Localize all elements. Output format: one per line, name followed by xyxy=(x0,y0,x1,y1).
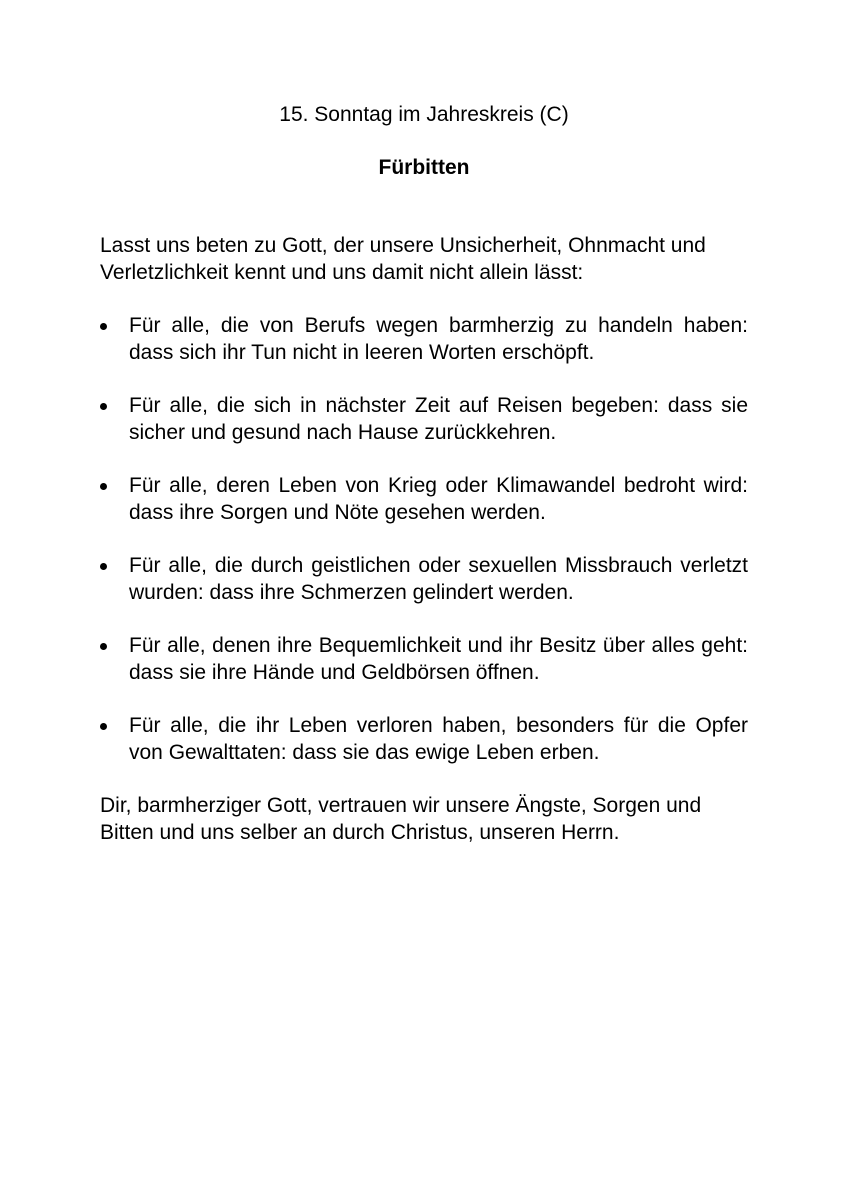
bullet-icon xyxy=(100,483,107,490)
closing-paragraph: Dir, barmherziger Gott, vertrauen wir unsere Ängste, Sorgen und Bitten und uns selber an durch Christus, unseren Herrn. xyxy=(100,794,702,844)
petition-text: Für alle, deren Leben von Krieg oder Klimawandel bedroht wird: dass ihre Sorgen und Nöte gesehen werden. xyxy=(129,474,748,524)
intro-paragraph: Lasst uns beten zu Gott, der unsere Unsicherheit, Ohnmacht und Verletzlichkeit kennt und uns damit nicht allein lässt: xyxy=(100,234,706,284)
bullet-icon xyxy=(100,643,107,650)
bullet-icon xyxy=(100,323,107,330)
bullet-icon xyxy=(100,563,107,570)
petition-text: Für alle, die durch geistlichen oder sexuellen Missbrauch verletzt wurden: dass ihre Schmerzen gelindert werden. xyxy=(129,554,748,604)
petition-item xyxy=(100,632,748,686)
petition-text: Für alle, die von Berufs wegen barmherzig zu handeln haben: dass sich ihr Tun nicht in leeren Worten erschöpft. xyxy=(129,314,748,364)
petition-item xyxy=(100,312,748,366)
petition-list xyxy=(100,312,748,792)
petition-item xyxy=(100,552,748,606)
bullet-icon xyxy=(100,723,107,730)
petition-item xyxy=(100,472,748,526)
document-title: Fürbitten xyxy=(378,156,470,179)
petition-text: Für alle, die sich in nächster Zeit auf Reisen begeben: dass sie sicher und gesund nach Hause zurückkehren. xyxy=(129,394,748,444)
petition-text: Für alle, die ihr Leben verloren haben, besonders für die Opfer von Gewalttaten: dass sie das ewige Leben erben. xyxy=(129,714,748,764)
bullet-icon xyxy=(100,403,107,410)
petition-text: Für alle, denen ihre Bequemlichkeit und ihr Besitz über alles geht: dass sie ihre Hände und Geldbörsen öffnen. xyxy=(129,634,748,684)
petition-item xyxy=(100,392,748,446)
document-subtitle: 15. Sonntag im Jahreskreis (C) xyxy=(279,103,569,126)
petition-item xyxy=(100,712,748,766)
